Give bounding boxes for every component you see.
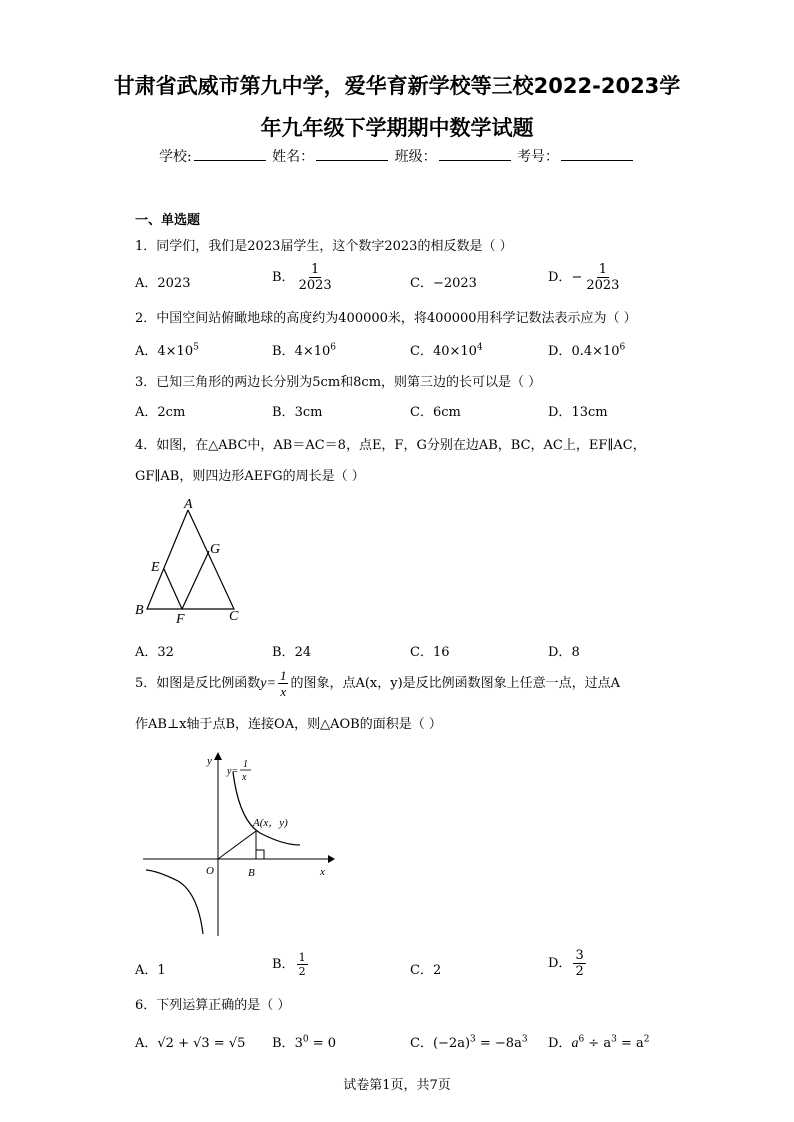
segment-ef xyxy=(164,569,182,609)
q5-option-b[interactable]: B． $\frac{1}{2}$ xyxy=(272,951,306,978)
label-e: E xyxy=(151,560,160,575)
label-b: B xyxy=(135,603,144,618)
q4-option-c[interactable]: C．16 xyxy=(410,645,450,660)
label-f: F xyxy=(176,612,185,627)
q3-option-b[interactable]: B．3cm xyxy=(272,405,323,420)
y-axis-label: y xyxy=(207,755,212,767)
question-4-line1: 4．如图，在△ABC中，AB＝AC＝8，点E，F，G分别在边AB，BC，AC上，EF∥AC， xyxy=(135,438,646,453)
question-4-line2: GF∥AB，则四边形AEFG的周长是（ ） xyxy=(135,469,365,484)
question-1-text: 1．同学们，我们是2023届学生，这个数字2023的相反数是（ ） xyxy=(135,239,513,254)
class-blank[interactable] xyxy=(439,148,511,161)
question-2-text: 2．中国空间站俯瞰地球的高度约为400000米，将400000用科学记数法表示应为（ ） xyxy=(135,311,637,326)
q3-option-c[interactable]: C．6cm xyxy=(410,405,461,420)
q5-option-c[interactable]: C．2 xyxy=(410,963,442,978)
school-label: 学校: xyxy=(158,149,192,165)
q4-option-d[interactable]: D．8 xyxy=(548,645,580,660)
triangle-abc xyxy=(147,510,234,609)
y-axis-arrow-icon xyxy=(214,752,222,760)
page-title-line1: 甘肃省武威市第九中学，爱华育新学校等三校2022-2023学 xyxy=(113,74,681,98)
label-a: A xyxy=(184,497,193,512)
name-blank[interactable] xyxy=(316,148,388,161)
origin-label: O xyxy=(206,865,214,877)
right-angle-marker xyxy=(256,850,264,859)
question-5-line1: 5．如图是反比例函数y= $\frac{1}{x}$ 的图象，点A(x，y)是反比例函数图象上任意一点，过点A xyxy=(135,668,621,699)
segment-oa xyxy=(218,831,256,859)
q1-option-d[interactable]: D．− $\frac{1}{2023}$ xyxy=(548,262,620,293)
label-c: C xyxy=(229,609,239,624)
q2-option-c[interactable]: C．$40\times 10^4$ xyxy=(410,342,483,359)
hyperbola-graph xyxy=(138,748,338,940)
q1-option-c[interactable]: C．−2023 xyxy=(410,276,477,291)
q6-option-a[interactable]: A．√2 + √3 = √5 xyxy=(135,1036,246,1051)
section-heading: 一、单选题 xyxy=(135,213,201,228)
hyperbola-branch-3 xyxy=(146,870,203,934)
q4-option-a[interactable]: A．32 xyxy=(135,645,174,660)
q2-option-d[interactable]: D．$0.4\times 10^6$ xyxy=(548,342,626,359)
q3-option-d[interactable]: D．13cm xyxy=(548,405,608,420)
q6-option-b[interactable]: B．$3^0 = 0$ xyxy=(272,1034,337,1051)
name-label: 姓名： xyxy=(272,149,315,165)
school-blank[interactable] xyxy=(194,148,266,161)
point-a-label: A(x，y) xyxy=(253,817,288,829)
class-label: 班级： xyxy=(394,149,437,165)
func-label-den: x xyxy=(242,772,247,783)
segment-fg xyxy=(182,551,209,609)
q6-option-d[interactable]: D．$a^6 \div a^3 = a^2$ xyxy=(548,1034,650,1051)
label-g: G xyxy=(210,542,221,557)
question-3-text: 3．已知三角形的两边长分别为5cm和8cm，则第三边的长可以是（ ） xyxy=(135,375,542,390)
q2-option-a[interactable]: A．$4\times 10^5$ xyxy=(135,342,199,359)
exam-no-label: 考号： xyxy=(517,149,560,165)
q5-option-a[interactable]: A．1 xyxy=(135,963,166,978)
page-title-line2: 年九年级下学期期中数学试题 xyxy=(260,116,534,140)
x-axis-arrow-icon xyxy=(328,855,335,863)
question-5-line2: 作AB⊥x轴于点B，连接OA，则△AOB的面积是（ ） xyxy=(135,717,442,732)
point-b-label: B xyxy=(248,867,255,879)
q5-option-d[interactable]: D． $\frac{3}{2}$ xyxy=(548,948,584,979)
q6-option-c[interactable]: C．$(-2a)^3 = -8a^3$ xyxy=(410,1034,528,1051)
student-info-line xyxy=(0,146,794,166)
question-6-text: 6．下列运算正确的是（ ） xyxy=(135,998,291,1013)
page-footer: 试卷第1页，共7页 xyxy=(343,1078,451,1093)
q1-option-b[interactable]: B． $\frac{1}{2023}$ xyxy=(272,262,332,293)
q2-option-b[interactable]: B．$4\times 10^6$ xyxy=(272,342,337,359)
func-label-num: 1 xyxy=(243,759,248,770)
q3-option-a[interactable]: A．2cm xyxy=(135,405,186,420)
q1-option-a[interactable]: A．2023 xyxy=(135,276,191,291)
q4-option-b[interactable]: B．24 xyxy=(272,645,312,660)
x-axis-label: x xyxy=(320,866,325,878)
triangle-figure xyxy=(130,495,250,627)
func-label-y: y= xyxy=(227,766,239,777)
exam-no-blank[interactable] xyxy=(561,148,633,161)
